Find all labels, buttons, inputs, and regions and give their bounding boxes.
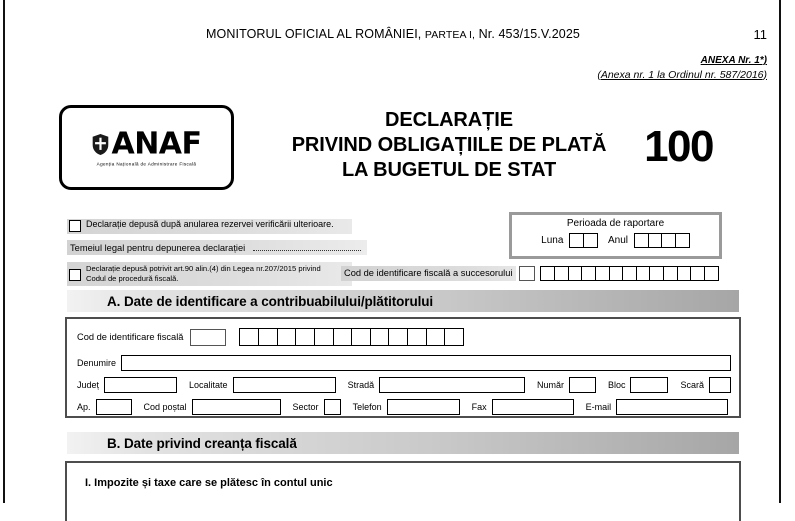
reporting-period-title: Perioada de raportare (566, 218, 665, 229)
cif-row (77, 328, 464, 346)
bloc-input[interactable] (630, 377, 668, 393)
form-title-line-1: DECLARAȚIE (385, 109, 513, 131)
denumire-input[interactable] (121, 355, 731, 371)
reporting-period-box (509, 212, 722, 259)
denumire-row (77, 355, 731, 371)
masthead (59, 105, 738, 190)
character-cell[interactable] (295, 328, 315, 346)
ap-label: Ap. (77, 402, 91, 412)
address-row (77, 377, 731, 393)
anaf-logo-box (59, 105, 234, 190)
page-content (5, 0, 781, 503)
scara-input[interactable] (709, 377, 731, 393)
declaration-row-anulare-rezerva[interactable] (67, 219, 352, 234)
anaf-logo (91, 126, 202, 167)
successor-cif-prefix-input[interactable] (519, 266, 535, 281)
year-input[interactable] (634, 233, 690, 248)
annex-reference: (Anexa nr. 1 la Ordinul nr. 587/2016) (597, 68, 767, 81)
anaf-wordmark: ANAF (111, 126, 202, 161)
scara-label: Scară (680, 380, 704, 390)
telefon-input[interactable] (387, 399, 460, 415)
publication-part: PARTEA I, (424, 29, 476, 41)
email-input[interactable] (616, 399, 728, 415)
shield-icon (91, 133, 108, 155)
section-b-panel (65, 461, 741, 521)
successor-cif-input[interactable] (540, 266, 718, 281)
successor-cif-row (341, 266, 719, 281)
declaration-label-art90: Declarație depusă potrivit art.90 alin.(4) din Legea nr.207/2015 privind Codul de procedură fiscală. (86, 263, 321, 283)
character-cell[interactable] (239, 328, 259, 346)
character-cell[interactable] (426, 328, 446, 346)
denumire-label: Denumire (77, 358, 117, 368)
running-head-title (5, 27, 781, 41)
contact-row (77, 399, 731, 415)
fax-input[interactable] (492, 399, 574, 415)
year-label: Anul (608, 235, 629, 246)
character-cell[interactable] (277, 328, 297, 346)
cod-postal-label: Cod poștal (143, 402, 187, 412)
localitate-label: Localitate (189, 380, 228, 390)
character-cell[interactable] (351, 328, 371, 346)
successor-cif-label: Cod de identificare fiscală a succesorului (341, 266, 516, 280)
anaf-tagline: Agenția Națională de Administrare Fiscală (96, 160, 197, 167)
character-cell[interactable] (314, 328, 334, 346)
month-input[interactable] (569, 233, 598, 248)
strada-input[interactable] (379, 377, 525, 393)
page-number: 11 (753, 27, 767, 42)
strada-label: Stradă (347, 380, 375, 390)
anaf-logo-row (91, 126, 202, 161)
publication-issue: Nr. 453/15.V.2025 (478, 27, 580, 41)
character-cell[interactable] (407, 328, 427, 346)
cif-label: Cod de identificare fiscală (77, 332, 184, 342)
ap-input[interactable] (96, 399, 132, 415)
section-b-banner (67, 432, 739, 454)
character-cell[interactable] (444, 328, 464, 346)
checkbox-art90[interactable] (69, 269, 81, 281)
bloc-label: Bloc (607, 380, 626, 390)
form-title-line-3: LA BUGETUL DE STAT (341, 159, 557, 182)
form-title-line-2: PRIVIND OBLIGAȚIILE DE PLATĂ (291, 134, 607, 157)
identification-panel (65, 317, 741, 418)
numar-input[interactable] (569, 377, 596, 393)
form-number: 100 (644, 122, 713, 171)
reporting-period-fields (512, 233, 719, 248)
checkbox-anulare-rezerva[interactable] (69, 220, 81, 232)
judet-label: Județ (77, 380, 100, 390)
legal-basis-input[interactable] (253, 244, 361, 251)
sector-input[interactable] (324, 399, 341, 415)
localitate-input[interactable] (233, 377, 336, 393)
section-a-banner (67, 290, 739, 312)
reporting-period-month-group (541, 233, 598, 248)
character-cell[interactable] (583, 233, 598, 248)
month-label: Luna (541, 235, 564, 246)
section-a-title: A. Date de identificare a contribuabilului/plătitorului (107, 293, 434, 309)
reporting-period-year-group (608, 233, 690, 248)
annex-block (597, 54, 767, 82)
cif-input[interactable] (239, 328, 464, 346)
sector-label: Sector (292, 402, 319, 412)
running-head (5, 27, 781, 45)
cif-prefix-input[interactable] (190, 329, 226, 346)
email-label: E-mail (585, 402, 612, 412)
character-cell[interactable] (370, 328, 390, 346)
character-cell[interactable] (388, 328, 408, 346)
subsection-i-title: I. Impozite și taxe care se plătesc în contul unic (85, 477, 333, 489)
cod-postal-input[interactable] (192, 399, 281, 415)
character-cell[interactable] (675, 233, 690, 248)
character-cell[interactable] (704, 266, 719, 281)
legal-basis-row[interactable] (67, 240, 367, 255)
character-cell[interactable] (258, 328, 278, 346)
declaration-row-art90[interactable] (67, 262, 352, 286)
numar-label: Număr (536, 380, 564, 390)
judet-input[interactable] (104, 377, 177, 393)
legal-basis-label: Temeiul legal pentru depunerea declarației (70, 242, 246, 253)
telefon-label: Telefon (352, 402, 382, 412)
character-cell[interactable] (333, 328, 353, 346)
annex-title: ANEXA Nr. 1*) (700, 55, 767, 66)
form-title (239, 108, 659, 184)
publication-name: MONITORUL OFICIAL AL ROMÂNIEI, (206, 27, 422, 41)
declaration-label-anulare-rezerva: Declarație depusă după anularea rezervei verificării ulterioare. (86, 219, 334, 229)
fax-label: Fax (471, 402, 487, 412)
section-b-title: B. Date privind creanța fiscală (107, 435, 297, 451)
